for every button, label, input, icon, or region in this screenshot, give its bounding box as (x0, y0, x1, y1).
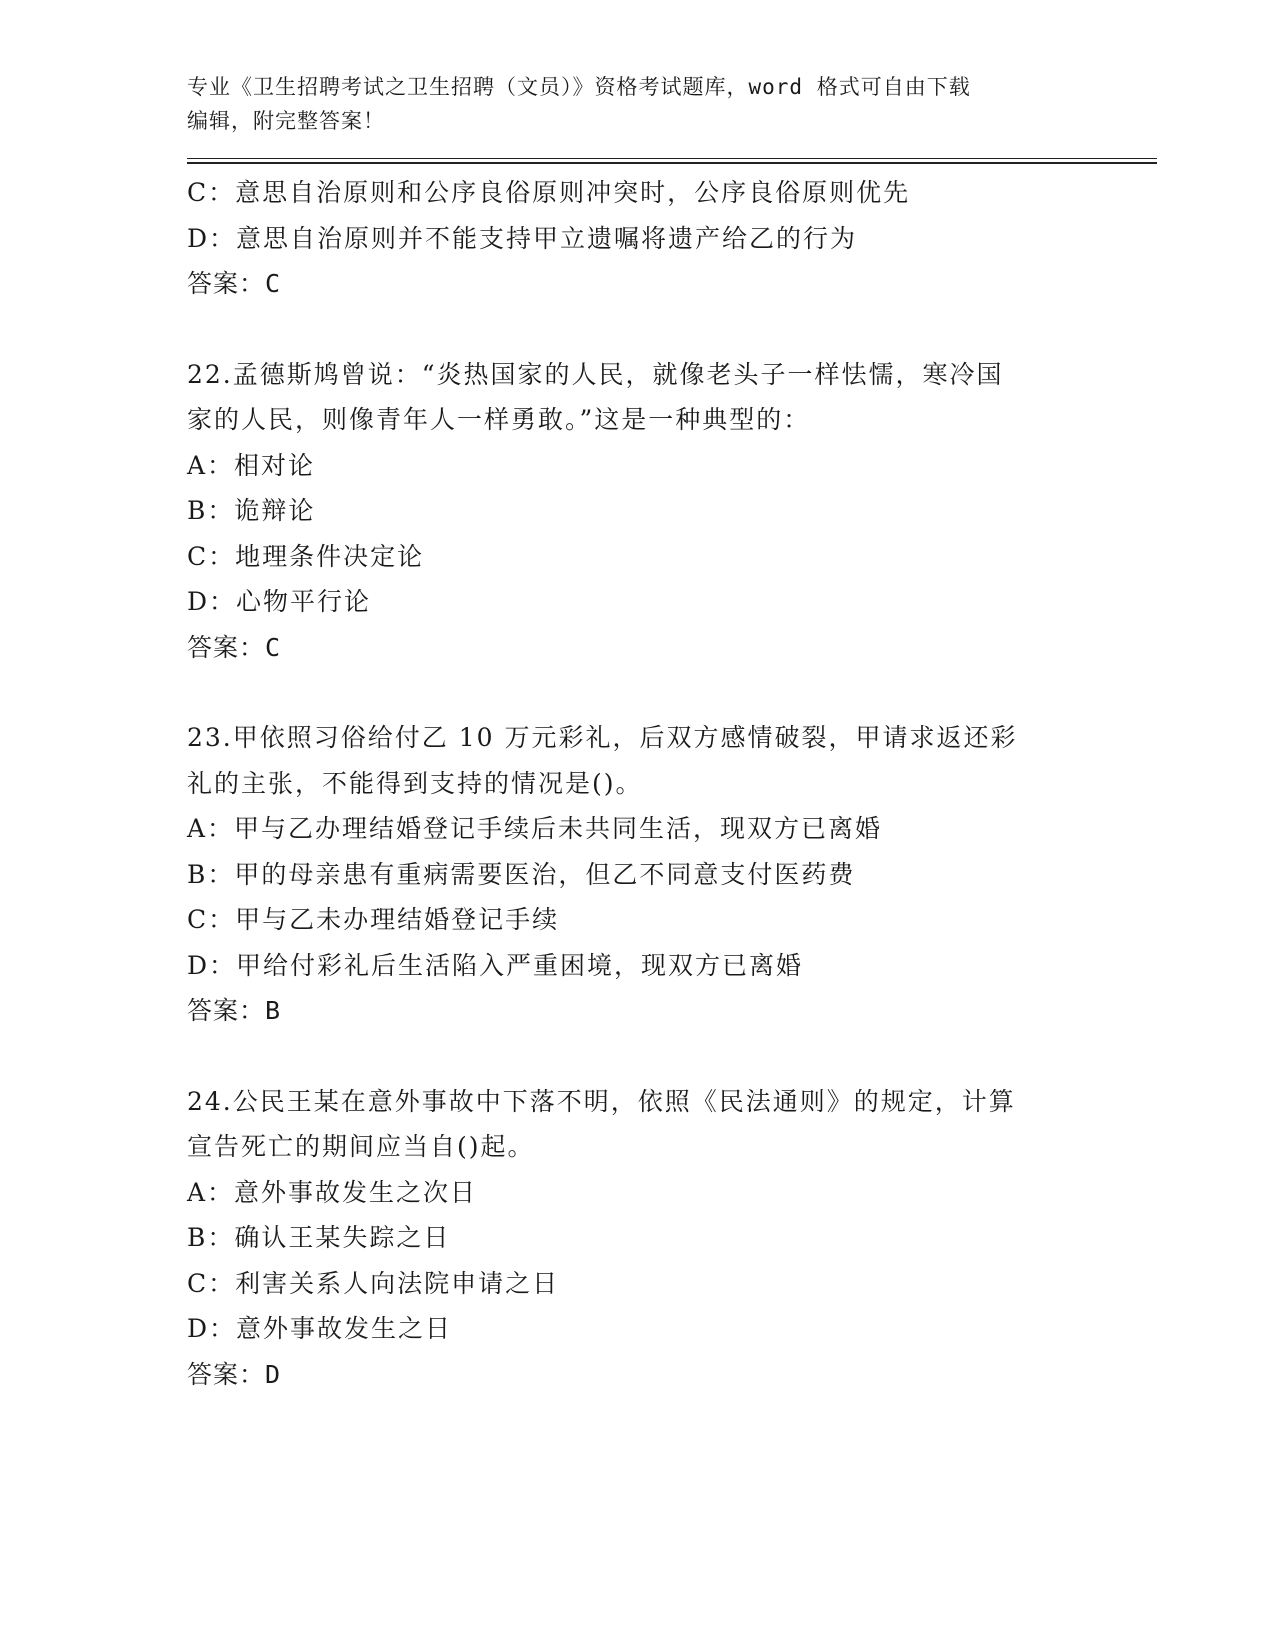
option-b: B：诡辩论 (187, 496, 316, 525)
question-list (187, 170, 1157, 1397)
answer-line: 答案：C (187, 269, 282, 298)
question-stem-cont: 家的人民，则像青年人一样勇敢。”这是一种典型的： (187, 405, 811, 434)
option-d: D：心物平行论 (187, 587, 372, 616)
option-a: A：甲与乙办理结婚登记手续后未共同生活，现双方已离婚 (187, 814, 883, 843)
answer-line: 答案：D (187, 1359, 282, 1389)
question-stem: 24.公民王某在意外事故中下落不明，依照《民法通则》的规定，计算 (187, 1086, 1016, 1116)
option-c: C：意思自治原则和公序良俗原则冲突时，公序良俗原则优先 (187, 178, 911, 207)
option-d: D：甲给付彩礼后生活陷入严重困境，现双方已离婚 (187, 950, 804, 980)
option-a: A：意外事故发生之次日 (187, 1177, 478, 1207)
question-23 (187, 715, 1157, 1034)
option-d: D：意外事故发生之日 (187, 1314, 453, 1343)
option-c: C：地理条件决定论 (187, 541, 425, 571)
question-24 (187, 1079, 1157, 1398)
header-line-2: 编辑，附完整答案！ (187, 109, 385, 133)
header-divider (187, 158, 1157, 164)
document-page (187, 70, 1157, 1397)
option-d: D：意思自治原则并不能支持甲立遗嘱将遗产给乙的行为 (187, 223, 858, 253)
question-stem-cont: 礼的主张，不能得到支持的情况是()。 (187, 768, 643, 798)
question-stem: 23.甲依照习俗给付乙 10 万元彩礼，后双方感情破裂，甲请求返还彩 (187, 723, 1018, 752)
question-stem: 22.孟德斯鸠曾说：“炎热国家的人民，就像老头子一样怯懦，寒冷国 (187, 359, 1004, 389)
answer-line: 答案：C (187, 632, 282, 662)
option-c: C：利害关系人向法院申请之日 (187, 1268, 560, 1298)
answer-line: 答案：B (187, 996, 282, 1025)
option-b: B：甲的母亲患有重病需要医治，但乙不同意支付医药费 (187, 859, 856, 889)
option-a: A：相对论 (187, 450, 316, 480)
question-stem-cont: 宣告死亡的期间应当自()起。 (187, 1132, 535, 1161)
header-line-1: 专业《卫生招聘考试之卫生招聘（文员）》资格考试题库，word 格式可自由下载 (187, 75, 971, 99)
question-22 (187, 352, 1157, 671)
option-c: C：甲与乙未办理结婚登记手续 (187, 905, 560, 934)
question-21-tail (187, 170, 1157, 307)
option-b: B：确认王某失踪之日 (187, 1223, 451, 1252)
document-header (187, 70, 1157, 138)
